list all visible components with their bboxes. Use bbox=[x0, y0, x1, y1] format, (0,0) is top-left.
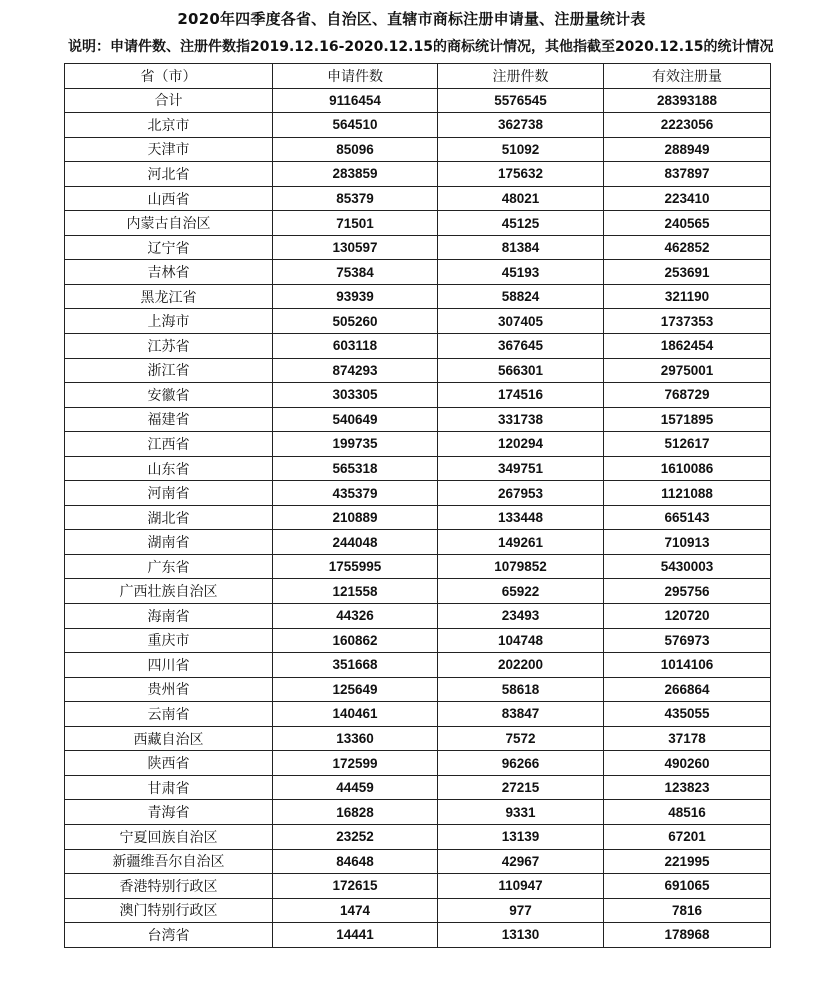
table-row bbox=[65, 358, 771, 383]
registrations-cell: 110947 bbox=[438, 874, 604, 899]
registrations-cell: 42967 bbox=[438, 849, 604, 874]
registrations-cell: 120294 bbox=[438, 432, 604, 457]
valid-registrations-cell: 240565 bbox=[604, 211, 771, 236]
registrations-cell: 267953 bbox=[438, 481, 604, 506]
valid-registrations-cell: 1737353 bbox=[604, 309, 771, 334]
table-row bbox=[65, 505, 771, 530]
applications-cell: 874293 bbox=[273, 358, 438, 383]
province-cell: 安徽省 bbox=[65, 383, 273, 408]
applications-cell: 44459 bbox=[273, 775, 438, 800]
table-row bbox=[65, 726, 771, 751]
applications-cell: 140461 bbox=[273, 702, 438, 727]
province-cell: 云南省 bbox=[65, 702, 273, 727]
province-cell: 广东省 bbox=[65, 554, 273, 579]
applications-cell: 505260 bbox=[273, 309, 438, 334]
applications-cell: 44326 bbox=[273, 604, 438, 629]
province-cell: 广西壮族自治区 bbox=[65, 579, 273, 604]
column-header-registrations: 注册件数 bbox=[438, 64, 604, 89]
province-cell: 江西省 bbox=[65, 432, 273, 457]
province-cell: 香港特别行政区 bbox=[65, 874, 273, 899]
table-row bbox=[65, 874, 771, 899]
valid-registrations-cell: 288949 bbox=[604, 137, 771, 162]
province-cell: 湖北省 bbox=[65, 505, 273, 530]
applications-cell: 84648 bbox=[273, 849, 438, 874]
province-cell: 新疆维吾尔自治区 bbox=[65, 849, 273, 874]
applications-cell: 85096 bbox=[273, 137, 438, 162]
province-cell: 四川省 bbox=[65, 653, 273, 678]
applications-cell: 283859 bbox=[273, 162, 438, 187]
valid-registrations-cell: 123823 bbox=[604, 775, 771, 800]
valid-registrations-cell: 435055 bbox=[604, 702, 771, 727]
province-cell: 宁夏回族自治区 bbox=[65, 824, 273, 849]
table-row bbox=[65, 260, 771, 285]
registrations-cell: 349751 bbox=[438, 456, 604, 481]
table-header-row bbox=[65, 64, 771, 89]
registrations-cell: 45193 bbox=[438, 260, 604, 285]
applications-cell: 13360 bbox=[273, 726, 438, 751]
table-body bbox=[65, 88, 771, 947]
valid-registrations-cell: 2223056 bbox=[604, 113, 771, 138]
registrations-cell: 45125 bbox=[438, 211, 604, 236]
table-row bbox=[65, 849, 771, 874]
column-header-applications: 申请件数 bbox=[273, 64, 438, 89]
province-cell: 海南省 bbox=[65, 604, 273, 629]
registrations-cell: 83847 bbox=[438, 702, 604, 727]
registrations-cell: 58824 bbox=[438, 284, 604, 309]
applications-cell: 244048 bbox=[273, 530, 438, 555]
registrations-cell: 1079852 bbox=[438, 554, 604, 579]
valid-registrations-cell: 253691 bbox=[604, 260, 771, 285]
valid-registrations-cell: 512617 bbox=[604, 432, 771, 457]
table-row bbox=[65, 113, 771, 138]
applications-cell: 9116454 bbox=[273, 88, 438, 113]
valid-registrations-cell: 178968 bbox=[604, 923, 771, 948]
applications-cell: 303305 bbox=[273, 383, 438, 408]
province-cell: 北京市 bbox=[65, 113, 273, 138]
applications-cell: 565318 bbox=[273, 456, 438, 481]
valid-registrations-cell: 768729 bbox=[604, 383, 771, 408]
applications-cell: 172615 bbox=[273, 874, 438, 899]
valid-registrations-cell: 1121088 bbox=[604, 481, 771, 506]
table-row bbox=[65, 579, 771, 604]
applications-cell: 93939 bbox=[273, 284, 438, 309]
province-cell: 内蒙古自治区 bbox=[65, 211, 273, 236]
applications-cell: 172599 bbox=[273, 751, 438, 776]
province-cell: 西藏自治区 bbox=[65, 726, 273, 751]
applications-cell: 564510 bbox=[273, 113, 438, 138]
registrations-cell: 23493 bbox=[438, 604, 604, 629]
valid-registrations-cell: 321190 bbox=[604, 284, 771, 309]
table-row bbox=[65, 432, 771, 457]
applications-cell: 1474 bbox=[273, 898, 438, 923]
applications-cell: 1755995 bbox=[273, 554, 438, 579]
valid-registrations-cell: 120720 bbox=[604, 604, 771, 629]
table-row bbox=[65, 235, 771, 260]
applications-cell: 540649 bbox=[273, 407, 438, 432]
table-row bbox=[65, 628, 771, 653]
valid-registrations-cell: 665143 bbox=[604, 505, 771, 530]
registrations-cell: 81384 bbox=[438, 235, 604, 260]
table-row bbox=[65, 677, 771, 702]
province-cell: 台湾省 bbox=[65, 923, 273, 948]
table-row bbox=[65, 530, 771, 555]
applications-cell: 23252 bbox=[273, 824, 438, 849]
province-cell: 青海省 bbox=[65, 800, 273, 825]
registrations-cell: 175632 bbox=[438, 162, 604, 187]
valid-registrations-cell: 223410 bbox=[604, 186, 771, 211]
registrations-cell: 13139 bbox=[438, 824, 604, 849]
province-cell: 天津市 bbox=[65, 137, 273, 162]
page-title: 2020年四季度各省、自治区、直辖市商标注册申请量、注册量统计表 bbox=[177, 10, 646, 28]
registrations-cell: 13130 bbox=[438, 923, 604, 948]
valid-registrations-cell: 2975001 bbox=[604, 358, 771, 383]
table-row bbox=[65, 653, 771, 678]
applications-cell: 351668 bbox=[273, 653, 438, 678]
province-cell: 合计 bbox=[65, 88, 273, 113]
province-cell: 河北省 bbox=[65, 162, 273, 187]
table-row bbox=[65, 775, 771, 800]
table-row bbox=[65, 554, 771, 579]
applications-cell: 16828 bbox=[273, 800, 438, 825]
valid-registrations-cell: 1862454 bbox=[604, 334, 771, 359]
statistics-table bbox=[64, 63, 771, 948]
table-row bbox=[65, 88, 771, 113]
table-row bbox=[65, 284, 771, 309]
registrations-cell: 51092 bbox=[438, 137, 604, 162]
table-row bbox=[65, 751, 771, 776]
table-row bbox=[65, 702, 771, 727]
registrations-cell: 149261 bbox=[438, 530, 604, 555]
registrations-cell: 96266 bbox=[438, 751, 604, 776]
applications-cell: 210889 bbox=[273, 505, 438, 530]
registrations-cell: 7572 bbox=[438, 726, 604, 751]
province-cell: 甘肃省 bbox=[65, 775, 273, 800]
applications-cell: 160862 bbox=[273, 628, 438, 653]
province-cell: 吉林省 bbox=[65, 260, 273, 285]
applications-cell: 199735 bbox=[273, 432, 438, 457]
registrations-cell: 104748 bbox=[438, 628, 604, 653]
registrations-cell: 133448 bbox=[438, 505, 604, 530]
registrations-cell: 48021 bbox=[438, 186, 604, 211]
valid-registrations-cell: 295756 bbox=[604, 579, 771, 604]
province-cell: 山西省 bbox=[65, 186, 273, 211]
valid-registrations-cell: 462852 bbox=[604, 235, 771, 260]
valid-registrations-cell: 28393188 bbox=[604, 88, 771, 113]
province-cell: 黑龙江省 bbox=[65, 284, 273, 309]
registrations-cell: 566301 bbox=[438, 358, 604, 383]
valid-registrations-cell: 221995 bbox=[604, 849, 771, 874]
registrations-cell: 27215 bbox=[438, 775, 604, 800]
valid-registrations-cell: 266864 bbox=[604, 677, 771, 702]
applications-cell: 435379 bbox=[273, 481, 438, 506]
valid-registrations-cell: 691065 bbox=[604, 874, 771, 899]
table-row bbox=[65, 211, 771, 236]
province-cell: 辽宁省 bbox=[65, 235, 273, 260]
table-row bbox=[65, 383, 771, 408]
registrations-cell: 174516 bbox=[438, 383, 604, 408]
table-row bbox=[65, 162, 771, 187]
province-cell: 重庆市 bbox=[65, 628, 273, 653]
valid-registrations-cell: 837897 bbox=[604, 162, 771, 187]
applications-cell: 121558 bbox=[273, 579, 438, 604]
registrations-cell: 307405 bbox=[438, 309, 604, 334]
province-cell: 澳门特别行政区 bbox=[65, 898, 273, 923]
valid-registrations-cell: 1014106 bbox=[604, 653, 771, 678]
province-cell: 湖南省 bbox=[65, 530, 273, 555]
table-row bbox=[65, 334, 771, 359]
table-row bbox=[65, 923, 771, 948]
registrations-cell: 5576545 bbox=[438, 88, 604, 113]
registrations-cell: 58618 bbox=[438, 677, 604, 702]
valid-registrations-cell: 5430003 bbox=[604, 554, 771, 579]
applications-cell: 75384 bbox=[273, 260, 438, 285]
table-row bbox=[65, 481, 771, 506]
table-row bbox=[65, 824, 771, 849]
province-cell: 福建省 bbox=[65, 407, 273, 432]
valid-registrations-cell: 7816 bbox=[604, 898, 771, 923]
province-cell: 上海市 bbox=[65, 309, 273, 334]
valid-registrations-cell: 1571895 bbox=[604, 407, 771, 432]
valid-registrations-cell: 1610086 bbox=[604, 456, 771, 481]
valid-registrations-cell: 490260 bbox=[604, 751, 771, 776]
table-row bbox=[65, 604, 771, 629]
table-row bbox=[65, 186, 771, 211]
applications-cell: 85379 bbox=[273, 186, 438, 211]
table-row bbox=[65, 309, 771, 334]
valid-registrations-cell: 48516 bbox=[604, 800, 771, 825]
table-note: 说明：申请件数、注册件数指2019.12.16-2020.12.15的商标统计情况，其他指截至2020.12.15的统计情况 bbox=[68, 39, 774, 55]
province-cell: 浙江省 bbox=[65, 358, 273, 383]
valid-registrations-cell: 710913 bbox=[604, 530, 771, 555]
valid-registrations-cell: 67201 bbox=[604, 824, 771, 849]
province-cell: 江苏省 bbox=[65, 334, 273, 359]
table-row bbox=[65, 407, 771, 432]
registrations-cell: 331738 bbox=[438, 407, 604, 432]
province-cell: 山东省 bbox=[65, 456, 273, 481]
applications-cell: 14441 bbox=[273, 923, 438, 948]
registrations-cell: 65922 bbox=[438, 579, 604, 604]
applications-cell: 125649 bbox=[273, 677, 438, 702]
registrations-cell: 367645 bbox=[438, 334, 604, 359]
table-row bbox=[65, 456, 771, 481]
table-row bbox=[65, 898, 771, 923]
column-header-valid-registrations: 有效注册量 bbox=[604, 64, 771, 89]
valid-registrations-cell: 576973 bbox=[604, 628, 771, 653]
registrations-cell: 977 bbox=[438, 898, 604, 923]
applications-cell: 603118 bbox=[273, 334, 438, 359]
column-header-province: 省（市） bbox=[65, 64, 273, 89]
province-cell: 陕西省 bbox=[65, 751, 273, 776]
province-cell: 河南省 bbox=[65, 481, 273, 506]
registrations-cell: 362738 bbox=[438, 113, 604, 138]
registrations-cell: 9331 bbox=[438, 800, 604, 825]
registrations-cell: 202200 bbox=[438, 653, 604, 678]
table-row bbox=[65, 137, 771, 162]
province-cell: 贵州省 bbox=[65, 677, 273, 702]
valid-registrations-cell: 37178 bbox=[604, 726, 771, 751]
applications-cell: 130597 bbox=[273, 235, 438, 260]
applications-cell: 71501 bbox=[273, 211, 438, 236]
table-row bbox=[65, 800, 771, 825]
